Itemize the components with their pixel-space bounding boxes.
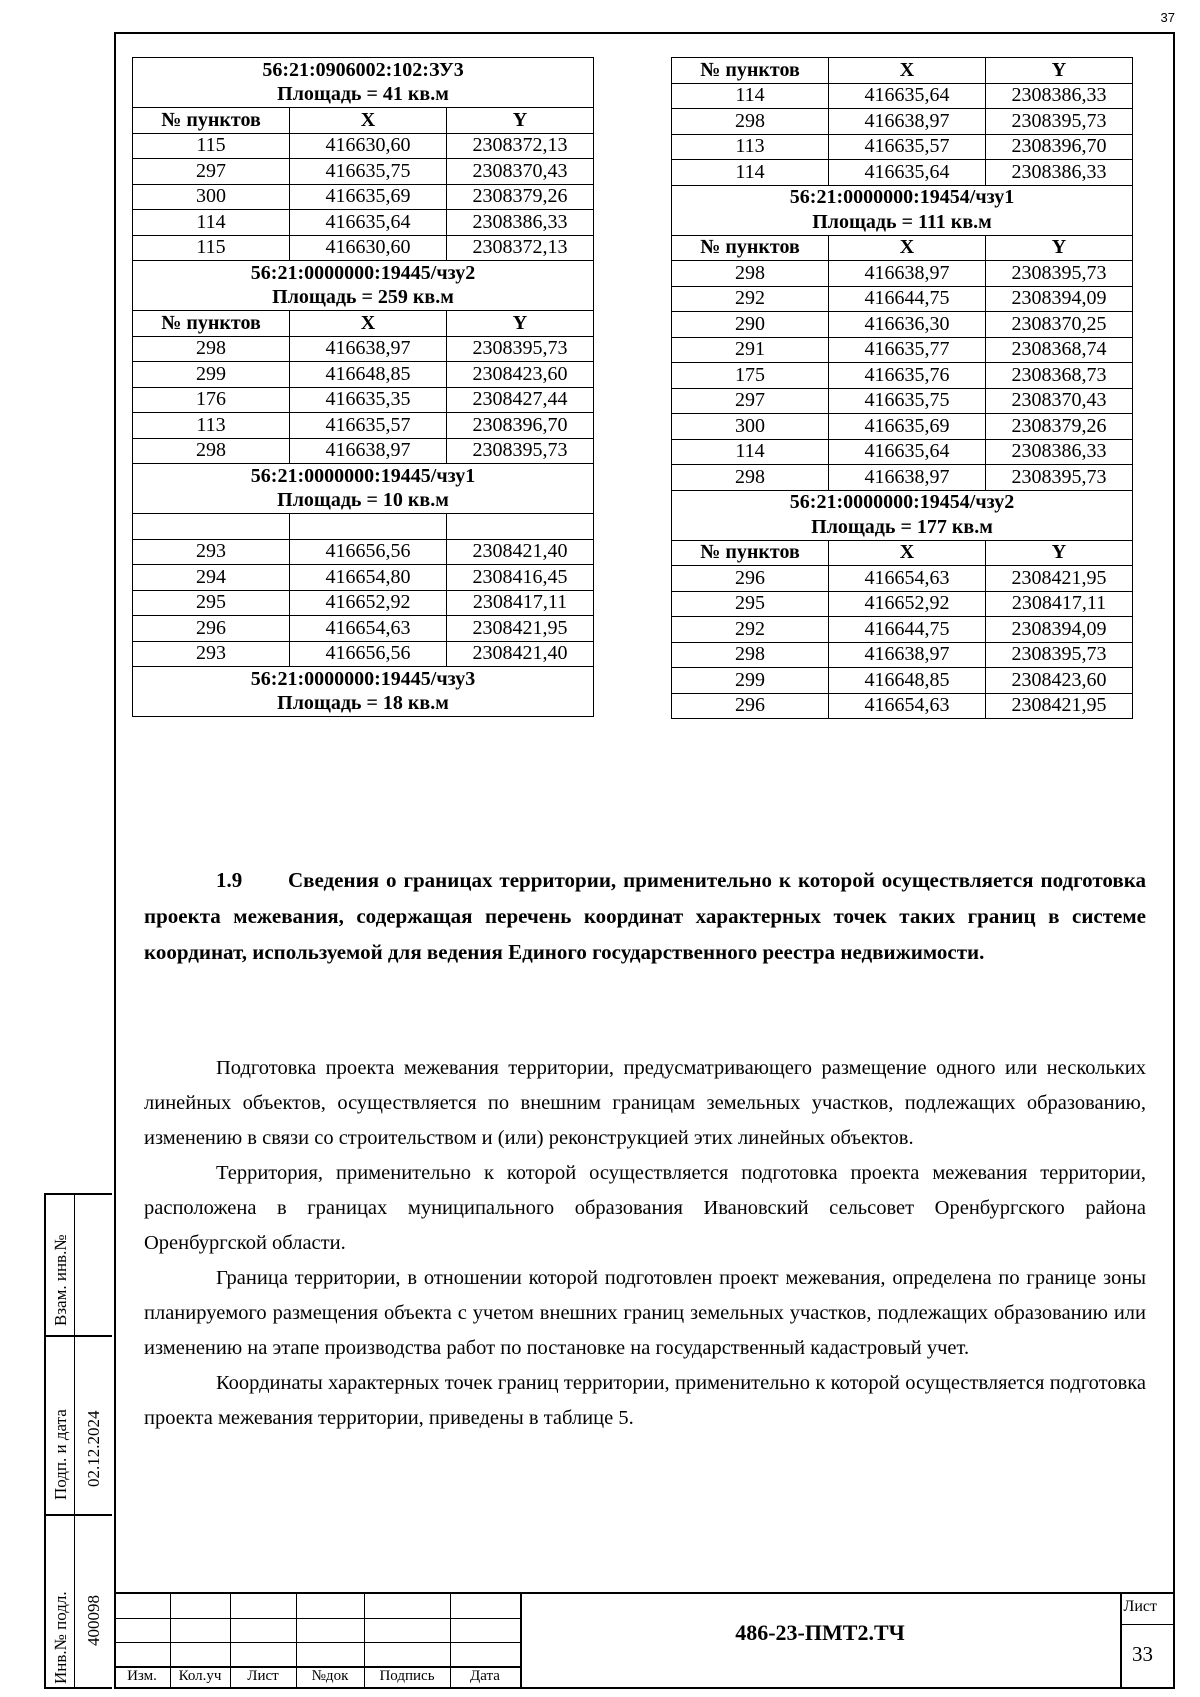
point-number: 113 bbox=[672, 134, 829, 160]
point-number: 295 bbox=[672, 591, 829, 617]
table-row bbox=[672, 439, 1133, 465]
point-number: 300 bbox=[672, 414, 829, 440]
coord-x: 416635,76 bbox=[829, 363, 986, 389]
column-header: Y bbox=[986, 58, 1133, 84]
table-row bbox=[672, 83, 1133, 109]
inv-number: 400098 bbox=[84, 1595, 103, 1646]
table-row bbox=[133, 362, 594, 388]
coord-y: 2308421,95 bbox=[986, 566, 1133, 592]
column-header bbox=[133, 514, 290, 540]
table-row bbox=[133, 641, 594, 667]
coord-x: 416648,85 bbox=[829, 668, 986, 694]
table-row bbox=[133, 184, 594, 210]
table-row bbox=[133, 133, 594, 159]
table-row bbox=[672, 388, 1133, 414]
coord-x: 416635,75 bbox=[290, 159, 447, 185]
point-number: 297 bbox=[672, 388, 829, 414]
parcel-id: 56:21:0000000:19445/чзу1 bbox=[133, 464, 594, 489]
table-row bbox=[672, 693, 1133, 719]
coord-y: 2308417,11 bbox=[447, 590, 594, 616]
point-number: 291 bbox=[672, 337, 829, 363]
table-area-row bbox=[133, 489, 594, 514]
coord-y: 2308395,73 bbox=[447, 336, 594, 362]
parcel-area: Площадь = 259 кв.м bbox=[133, 286, 594, 311]
point-number: 114 bbox=[133, 210, 290, 236]
table-row bbox=[672, 465, 1133, 491]
data-label: Дата bbox=[470, 1668, 500, 1684]
point-number: 299 bbox=[133, 362, 290, 388]
sheet-number: 33 bbox=[1132, 1642, 1153, 1666]
coord-x: 416635,35 bbox=[290, 387, 447, 413]
paragraph: Подготовка проекта межевания территории, предусматривающего размещение одного или нескольких линейных объектов, осуществляется по внешним границам земельных участков, подлежащих образованию, изменению в связи со строительством и (или) реконструкцией этих линейных объектов. bbox=[144, 1057, 1146, 1149]
column-header: Y bbox=[986, 540, 1133, 566]
point-number: 292 bbox=[672, 286, 829, 312]
coord-y: 2308423,60 bbox=[986, 668, 1133, 694]
table-header-row bbox=[133, 514, 594, 540]
list-label: Лист bbox=[247, 1668, 279, 1684]
table-header-row bbox=[672, 540, 1133, 566]
coord-x: 416654,63 bbox=[290, 616, 447, 642]
column-header: № пунктов bbox=[133, 311, 290, 337]
point-number: 115 bbox=[133, 133, 290, 159]
column-header: X bbox=[829, 58, 986, 84]
point-number: 299 bbox=[672, 668, 829, 694]
column-header: № пунктов bbox=[672, 235, 829, 261]
table-area-row bbox=[672, 210, 1133, 235]
coord-x: 416652,92 bbox=[829, 591, 986, 617]
kol-label: Кол.уч bbox=[178, 1668, 222, 1684]
coord-y: 2308370,43 bbox=[447, 159, 594, 185]
table-header-row bbox=[133, 108, 594, 134]
table-row bbox=[672, 414, 1133, 440]
point-number: 300 bbox=[133, 184, 290, 210]
coord-y: 2308386,33 bbox=[986, 83, 1133, 109]
vzam-label: Взам. инв.№ bbox=[51, 1234, 70, 1326]
coord-x: 416636,30 bbox=[829, 312, 986, 338]
point-number: 295 bbox=[133, 590, 290, 616]
paragraph: Координаты характерных точек границ территории, применительно к которой осуществляется подготовка проекта межевания территории, приведены в таблице 5. bbox=[144, 1372, 1146, 1429]
point-number: 298 bbox=[133, 336, 290, 362]
point-number: 176 bbox=[133, 387, 290, 413]
table-title-row bbox=[133, 464, 594, 489]
coord-x: 416638,97 bbox=[829, 465, 986, 491]
coord-x: 416635,64 bbox=[290, 210, 447, 236]
point-number: 296 bbox=[672, 566, 829, 592]
point-number: 297 bbox=[133, 159, 290, 185]
coord-x: 416652,92 bbox=[290, 590, 447, 616]
coord-x: 416656,56 bbox=[290, 641, 447, 667]
coord-y: 2308421,95 bbox=[986, 693, 1133, 719]
table-row bbox=[133, 210, 594, 236]
coord-x: 416635,77 bbox=[829, 337, 986, 363]
point-number: 293 bbox=[133, 539, 290, 565]
coord-x: 416635,57 bbox=[829, 134, 986, 160]
paragraph: Граница территории, в отношении которой подготовлен проект межевания, определена по границе зоны планируемого размещения объекта с учетом внешних границ земельных участков, подлежащих образованию или изменению на этапе производства работ по постановке на государственный кадастровый учет. bbox=[144, 1267, 1146, 1359]
coord-x: 416635,64 bbox=[829, 83, 986, 109]
ndok-label: №док bbox=[311, 1668, 349, 1684]
table-row bbox=[672, 109, 1133, 135]
coord-y: 2308395,73 bbox=[986, 109, 1133, 135]
table-title-row bbox=[133, 261, 594, 286]
coord-y: 2308368,73 bbox=[986, 363, 1133, 389]
table-area-row bbox=[672, 515, 1133, 540]
table-row bbox=[133, 590, 594, 616]
coord-y: 2308379,26 bbox=[986, 414, 1133, 440]
coord-y: 2308368,74 bbox=[986, 337, 1133, 363]
table-title-row bbox=[672, 185, 1133, 210]
table-row bbox=[133, 235, 594, 261]
podpis-label: Подпись bbox=[379, 1668, 435, 1684]
point-number: 114 bbox=[672, 83, 829, 109]
side-stamp bbox=[44, 1193, 112, 1689]
parcel-id: 56:21:0000000:19445/чзу3 bbox=[133, 667, 594, 692]
column-header: Y bbox=[447, 108, 594, 134]
table-row bbox=[133, 565, 594, 591]
coord-y: 2308386,33 bbox=[986, 160, 1133, 186]
table-row bbox=[672, 286, 1133, 312]
parcel-area: Площадь = 177 кв.м bbox=[672, 515, 1133, 540]
coord-y: 2308372,13 bbox=[447, 235, 594, 261]
point-number: 294 bbox=[133, 565, 290, 591]
table-area-row bbox=[133, 83, 594, 108]
point-number: 298 bbox=[133, 438, 290, 464]
column-header: X bbox=[290, 311, 447, 337]
coord-y: 2308386,33 bbox=[986, 439, 1133, 465]
coord-x: 416635,57 bbox=[290, 413, 447, 439]
table-title-row bbox=[133, 667, 594, 692]
table-row bbox=[672, 261, 1133, 287]
table-row bbox=[672, 312, 1133, 338]
coord-y: 2308421,40 bbox=[447, 641, 594, 667]
coord-x: 416638,97 bbox=[829, 109, 986, 135]
point-number: 298 bbox=[672, 109, 829, 135]
point-number: 296 bbox=[672, 693, 829, 719]
table-row bbox=[672, 337, 1133, 363]
coord-y: 2308372,13 bbox=[447, 133, 594, 159]
coord-y: 2308423,60 bbox=[447, 362, 594, 388]
table-header-row bbox=[672, 235, 1133, 261]
coord-y: 2308417,11 bbox=[986, 591, 1133, 617]
column-header: X bbox=[290, 108, 447, 134]
parcel-area: Площадь = 10 кв.м bbox=[133, 489, 594, 514]
point-number: 113 bbox=[133, 413, 290, 439]
coord-x: 416654,63 bbox=[829, 566, 986, 592]
coord-x: 416656,56 bbox=[290, 539, 447, 565]
coord-x: 416638,97 bbox=[290, 438, 447, 464]
point-number: 298 bbox=[672, 642, 829, 668]
coord-y: 2308370,25 bbox=[986, 312, 1133, 338]
coord-x: 416638,97 bbox=[290, 336, 447, 362]
coord-x: 416635,69 bbox=[829, 414, 986, 440]
section-number: 1.9 bbox=[216, 868, 243, 892]
table-row bbox=[672, 642, 1133, 668]
paragraph: Территория, применительно к которой осуществляется подготовка проекта межевания территории, расположена в границах муниципального образования Ивановский сельсовет Оренбургского района Оренбургской области. bbox=[144, 1162, 1146, 1254]
column-header: Y bbox=[986, 235, 1133, 261]
coord-y: 2308395,73 bbox=[447, 438, 594, 464]
parcel-id: 56:21:0000000:19445/чзу2 bbox=[133, 261, 594, 286]
section-title: Сведения о границах территории, применительно к которой осуществляется подготовка проекта межевания, содержащая перечень координат характерных точек таких границ в системе координат, используемой для ведения Единого государственного реестра недвижимости. bbox=[144, 868, 1146, 964]
table-row bbox=[672, 591, 1133, 617]
column-header bbox=[290, 514, 447, 540]
point-number: 293 bbox=[133, 641, 290, 667]
table-row bbox=[133, 387, 594, 413]
coord-x: 416635,75 bbox=[829, 388, 986, 414]
coord-x: 416638,97 bbox=[829, 261, 986, 287]
page-number: 37 bbox=[1160, 10, 1175, 25]
coord-x: 416654,80 bbox=[290, 565, 447, 591]
parcel-id: 56:21:0000000:19454/чзу1 bbox=[672, 185, 1133, 210]
table-row bbox=[672, 566, 1133, 592]
table-row bbox=[133, 616, 594, 642]
table-row bbox=[672, 617, 1133, 643]
table-header-row bbox=[133, 311, 594, 337]
table-area-row bbox=[133, 692, 594, 717]
coordinates-table-left bbox=[132, 57, 594, 717]
point-number: 298 bbox=[672, 465, 829, 491]
table-row bbox=[672, 160, 1133, 186]
document-code: 486-23-ПМТ2.ТЧ bbox=[735, 1620, 905, 1645]
point-number: 114 bbox=[672, 160, 829, 186]
table-header-row bbox=[672, 58, 1133, 84]
point-number: 298 bbox=[672, 261, 829, 287]
coordinates-table-left-body bbox=[133, 58, 594, 717]
vzam-cell bbox=[46, 1195, 112, 1337]
coord-x: 416638,97 bbox=[829, 642, 986, 668]
table-row bbox=[672, 668, 1133, 694]
point-number: 114 bbox=[672, 439, 829, 465]
coord-x: 416644,75 bbox=[829, 286, 986, 312]
parcel-id: 56:21:0000000:19454/чзу2 bbox=[672, 490, 1133, 515]
coord-y: 2308386,33 bbox=[447, 210, 594, 236]
point-number: 175 bbox=[672, 363, 829, 389]
coord-x: 416630,60 bbox=[290, 133, 447, 159]
coordinates-table-right bbox=[671, 57, 1133, 719]
section-heading bbox=[144, 862, 1146, 970]
parcel-area: Площадь = 18 кв.м bbox=[133, 692, 594, 717]
column-header: X bbox=[829, 540, 986, 566]
table-row bbox=[133, 539, 594, 565]
table-title-row bbox=[133, 58, 594, 83]
parcel-id: 56:21:0906002:102:ЗУ3 bbox=[133, 58, 594, 83]
table-row bbox=[672, 134, 1133, 160]
coord-y: 2308395,73 bbox=[986, 465, 1133, 491]
coord-y: 2308396,70 bbox=[986, 134, 1133, 160]
sheet-label: Лист bbox=[1123, 1598, 1157, 1615]
column-header: № пунктов bbox=[133, 108, 290, 134]
table-row bbox=[672, 363, 1133, 389]
coord-y: 2308416,45 bbox=[447, 565, 594, 591]
point-number: 290 bbox=[672, 312, 829, 338]
coordinates-table-right-body bbox=[672, 58, 1133, 719]
coord-y: 2308394,09 bbox=[986, 617, 1133, 643]
column-header: Y bbox=[447, 311, 594, 337]
point-number: 296 bbox=[133, 616, 290, 642]
inv-label: Инв.№ подл. bbox=[51, 1591, 70, 1684]
body-text bbox=[144, 1051, 1146, 1436]
coord-x: 416635,64 bbox=[829, 160, 986, 186]
podp-label: Подп. и дата bbox=[51, 1409, 70, 1500]
table-row bbox=[133, 336, 594, 362]
point-number: 292 bbox=[672, 617, 829, 643]
coord-y: 2308421,40 bbox=[447, 539, 594, 565]
coord-y: 2308427,44 bbox=[447, 387, 594, 413]
coord-x: 416630,60 bbox=[290, 235, 447, 261]
coord-y: 2308396,70 bbox=[447, 413, 594, 439]
column-header: X bbox=[829, 235, 986, 261]
coord-y: 2308421,95 bbox=[447, 616, 594, 642]
coord-y: 2308379,26 bbox=[447, 184, 594, 210]
coord-x: 416635,64 bbox=[829, 439, 986, 465]
coord-y: 2308370,43 bbox=[986, 388, 1133, 414]
parcel-area: Площадь = 111 кв.м bbox=[672, 210, 1133, 235]
parcel-area: Площадь = 41 кв.м bbox=[133, 83, 594, 108]
column-header: № пунктов bbox=[672, 58, 829, 84]
title-block bbox=[114, 1592, 1175, 1689]
izm-label: Изм. bbox=[127, 1668, 157, 1684]
coord-x: 416648,85 bbox=[290, 362, 447, 388]
column-header: № пунктов bbox=[672, 540, 829, 566]
table-title-row bbox=[672, 490, 1133, 515]
coord-y: 2308395,73 bbox=[986, 642, 1133, 668]
table-row bbox=[133, 159, 594, 185]
table-row bbox=[133, 438, 594, 464]
table-row bbox=[133, 413, 594, 439]
podp-date: 02.12.2024 bbox=[84, 1410, 103, 1487]
column-header bbox=[447, 514, 594, 540]
coord-x: 416635,69 bbox=[290, 184, 447, 210]
coord-y: 2308395,73 bbox=[986, 261, 1133, 287]
coord-x: 416644,75 bbox=[829, 617, 986, 643]
point-number: 115 bbox=[133, 235, 290, 261]
coord-y: 2308394,09 bbox=[986, 286, 1133, 312]
inv-cell bbox=[46, 1516, 112, 1689]
table-area-row bbox=[133, 286, 594, 311]
podp-cell bbox=[46, 1337, 112, 1516]
coord-x: 416654,63 bbox=[829, 693, 986, 719]
